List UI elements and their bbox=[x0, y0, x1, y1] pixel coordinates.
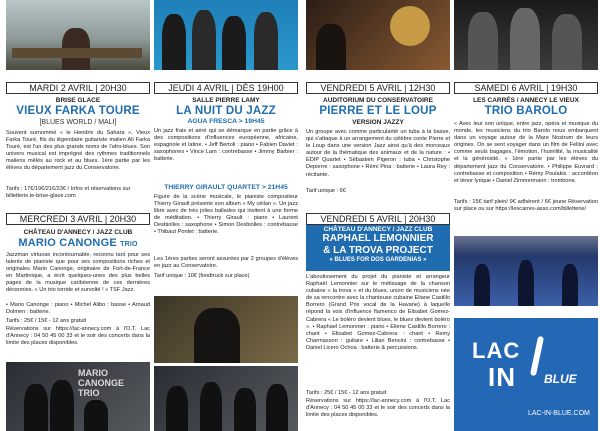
musician-silhouette bbox=[266, 384, 288, 431]
event-venue: AUDITORIUM DU CONSERVATOIRE bbox=[323, 97, 433, 104]
photo-trio-barolo bbox=[454, 0, 598, 70]
event-venue: LES CARRÉS / ANNECY LE VIEUX bbox=[473, 97, 579, 104]
photo-vieux-farka-toure bbox=[6, 0, 150, 70]
logo-url: LAC-IN-BLUE.COM bbox=[528, 410, 590, 417]
logo-word-lac: LAC bbox=[472, 338, 521, 363]
photo-pierre-et-le-loup bbox=[306, 0, 450, 70]
event-venue: BRISE GLACE bbox=[55, 97, 101, 104]
musician-silhouette bbox=[254, 12, 278, 70]
musician-silhouette bbox=[234, 388, 256, 431]
musician-silhouette bbox=[192, 10, 216, 70]
event-date: MARDI 2 AVRIL | 20H30 bbox=[6, 82, 150, 94]
event-date: VENDREDI 5 AVRIL | 12H30 bbox=[306, 82, 450, 94]
musician-silhouette bbox=[200, 382, 222, 431]
event-artist: & LA TROVA PROJECT bbox=[323, 245, 433, 256]
column-trio-barolo bbox=[454, 0, 598, 431]
musician-silhouette bbox=[84, 400, 108, 431]
event-venue: CHÂTEAU D'ANNECY / JAZZ CLUB bbox=[323, 226, 433, 233]
musician-silhouette bbox=[162, 14, 186, 70]
photo-thierry-girault bbox=[154, 366, 298, 431]
event-tarif: Tarif unique : 10€ (foodtruck sur place) bbox=[154, 273, 250, 279]
event-subtitle: [BLUES WORLD / MALI] bbox=[39, 119, 117, 126]
musician-silhouette bbox=[552, 14, 582, 70]
event-tarifs: Tarifs : 25€ / 15€ - 12 ans gratuit bbox=[6, 318, 87, 324]
photo-agua-fresca bbox=[154, 296, 298, 363]
event-tarif: Tarif unique : 6€ bbox=[306, 188, 346, 194]
musician-silhouette bbox=[510, 8, 540, 70]
event-banner bbox=[306, 225, 450, 271]
musician-silhouette bbox=[50, 380, 74, 431]
reservation-info: Réservations sur https://lac-annecy.com à l'O.T. Lac d'Annecy : 04 50 45 00 33 et le soir des concerts dans la limite des places disponibles. bbox=[306, 398, 450, 419]
description-text: Souvent surnommé « le Hendrix du Sahara », Vieux Farka Touré, fils du légendaire guitariste malien Ali Farka Touré, est l'un des plus grands noms de l'afro-blues. Son univers musical est imprégné des rythmes traditionnels maliens mêlés au rock et au blues. 1ère partie par les élèves du département jazz du Conservatoire. bbox=[6, 130, 150, 172]
event-note: Les 1ères parties seront assurées par 2 groupes d'élèves en jazz au Conservatoire. bbox=[154, 256, 298, 270]
event-description: Figure de la scène musicale, le pianiste compositeur Thierry Girault présente son album « My céilan ». Un jazz libre avec de très jolies ballades qui invitent à une forme de méditation. • Thierry Girault : piano • Laurent Desbiolles : saxophone • Simon Desbiolles : contrebasse • Thibaut Pontet : batterie. bbox=[154, 194, 298, 236]
column-vieux-farka-toure bbox=[6, 0, 150, 431]
event-venue: SALLE PIERRE LAMY bbox=[192, 97, 260, 104]
logo-word-blue: BLUE bbox=[544, 372, 577, 386]
artist-suffix: TRIO bbox=[120, 241, 138, 248]
musician-silhouette bbox=[468, 12, 498, 70]
event-tarifs: Tarifs : 17€/19€/21€/23€ / Infos et réservations sur billetterie.le-brise-glace.com bbox=[6, 186, 131, 200]
artist-name: MARIO CANONGE bbox=[18, 237, 117, 249]
logo-word-in: IN bbox=[488, 362, 516, 392]
event-subtitle: « BLUES FOR DOS GARDENIAS » bbox=[329, 257, 427, 263]
stage-light bbox=[454, 236, 598, 256]
photo-concert-stage bbox=[454, 236, 598, 306]
tuba-shape bbox=[390, 6, 430, 46]
event-description bbox=[6, 130, 150, 180]
musician-silhouette bbox=[194, 308, 240, 363]
boat-shape bbox=[12, 48, 142, 58]
event-artist: PIERRE ET LE LOUP bbox=[319, 105, 437, 117]
event-description: Un groupe avec comme particularité un tuba à la basse, qui s'attaque à un arrangement du célèbre conte Pierre et le Loup dans une version Jazz ainsi qu'à des morceaux autour de la thématique des animaux et de la nature : • EDIP Quartet • Sébastien Pigeron : tuba • Christophe Depierre : saxophone • Rémi Pina : batterie • Laura Rey : récitante. bbox=[306, 129, 450, 178]
column-pierre-et-le-loup bbox=[306, 0, 450, 431]
event-description: Un jazz frais et aéré qui se démarque en partie grâce à des compositions d'influences européenne, africaine, espagnole et latine. • Jeff Bertoli : piano • Fabien Daviet : saxophones • Vince Lam : contrebasse • Jimmy Barbier : batterie. bbox=[154, 128, 298, 163]
event-artist: TRIO BAROLO bbox=[484, 105, 568, 117]
event-artist: RAPHAEL LEMONNIER bbox=[322, 233, 434, 244]
photo-mario-canonge-trio bbox=[6, 362, 150, 431]
musician-silhouette bbox=[166, 386, 188, 431]
photo-nuit-du-jazz bbox=[154, 0, 298, 70]
event-subtitle: VERSION JAZZY bbox=[352, 119, 404, 126]
musician-silhouette bbox=[518, 260, 534, 306]
musician-silhouette bbox=[222, 16, 246, 70]
musician-silhouette bbox=[562, 264, 578, 306]
description-text: Jazzman virtuose incontournable, reconnu tant pour ses talents de pianiste que pour ses compositions riches et originales Mario Canonge, originaire de Fort-de-France en Martinique, a écrit quelques-unes des plus belles pages de la musique caribéenne de ces dernières décennies. « Un trio torride et survolté ! » TSF Jazz. bbox=[6, 252, 150, 294]
event-subtitle: THIERRY GIRAULT QUARTET > 21H45 bbox=[164, 184, 288, 191]
event-tarifs: Tarifs : 15€ tarif plein/ 9€ adhérent / 6€ jeune Réservation sur place ou sur https://lescarres-asso.com/billetterie/ bbox=[454, 199, 598, 213]
event-artist: VIEUX FARKA TOURE bbox=[16, 105, 140, 117]
event-date: VENDREDI 5 AVRIL | 20H30 bbox=[306, 213, 450, 225]
reservation-info: Réservations sur https://lac-annecy.com à l'O.T. Lac d'Annecy : 04 50 45 00 33 et le soir des concerts dans la limite des places disponibles. bbox=[6, 326, 150, 347]
event-tarifs: Tarifs : 25€ / 15€ - 12 ans gratuit bbox=[306, 390, 387, 396]
musician-silhouette bbox=[24, 384, 48, 431]
event-description bbox=[6, 252, 150, 302]
event-artist bbox=[6, 237, 150, 249]
column-nuit-du-jazz bbox=[154, 0, 298, 431]
saxophone-icon bbox=[530, 336, 544, 376]
photo-title-line: TRIO bbox=[78, 388, 100, 398]
logo-lac-in-blue bbox=[454, 318, 598, 431]
photo-title-line: CANONGE bbox=[78, 378, 125, 388]
musician-silhouette bbox=[316, 24, 346, 70]
photo-title-line: MARIO bbox=[78, 368, 108, 378]
event-date: SAMEDI 6 AVRIL | 19H30 bbox=[454, 82, 598, 94]
musicians-line: • Mario Canonge : piano • Michel Alibo : basse • Arnaud Dolmen : batterie. bbox=[6, 302, 150, 316]
event-description: L'aboutissement du projet du pianiste et arrangeur Raphaël Lemonnier sur le métissage de la chanson cubaine « la trova » et du blues, union de musiciens née de sa rencontre avec la chanteuse cubaine Eliane Castillo Borrero (Grand Prix vocal de la Havane) à laquelle répond la voix d'influence flamenco de Elisabet Gomez-Cabrera « Le boléro devient blues, le blues devient boléro ». • Raphael Lemonnier : piano • Eliene Castillo Borrero : chant • Elisabet Gomez-Cabrera : chant • Remy Charmasson : guitare • Lilian Bencini : contrebasse • Daniel Licero Ochoa : batterie & percussions. bbox=[306, 274, 450, 351]
event-artist: LA NUIT DU JAZZ bbox=[176, 105, 276, 117]
event-subtitle: AGUA FRESCA > 19H45 bbox=[187, 118, 265, 125]
event-date: JEUDI 4 AVRIL | DÈS 19H00 bbox=[154, 82, 298, 94]
musician-silhouette bbox=[474, 264, 490, 306]
event-date: MERCREDI 3 AVRIL | 20H30 bbox=[6, 213, 150, 225]
event-venue: CHÂTEAU D'ANNECY / JAZZ CLUB bbox=[23, 229, 133, 236]
event-description: « Avec leur son unique, entre jazz, opéra et musique du monde, les musiciens du trio Barolo nous embarquent dans un voyage autour de la Mare Nostrum de leurs origines. On se sent voyager dans un film de Fellini avec comme seuls bagages, l'émotion, l'humilité, la musicalité et la générosité. » 1ère partie par les élèves du département jazz du Conservatoire. • Philippe Euvrard : contrebasse et composition • Rémy Poulakis : accordéon et ténor lyrique • Daniel Zimmermann : trombone. bbox=[454, 121, 598, 184]
